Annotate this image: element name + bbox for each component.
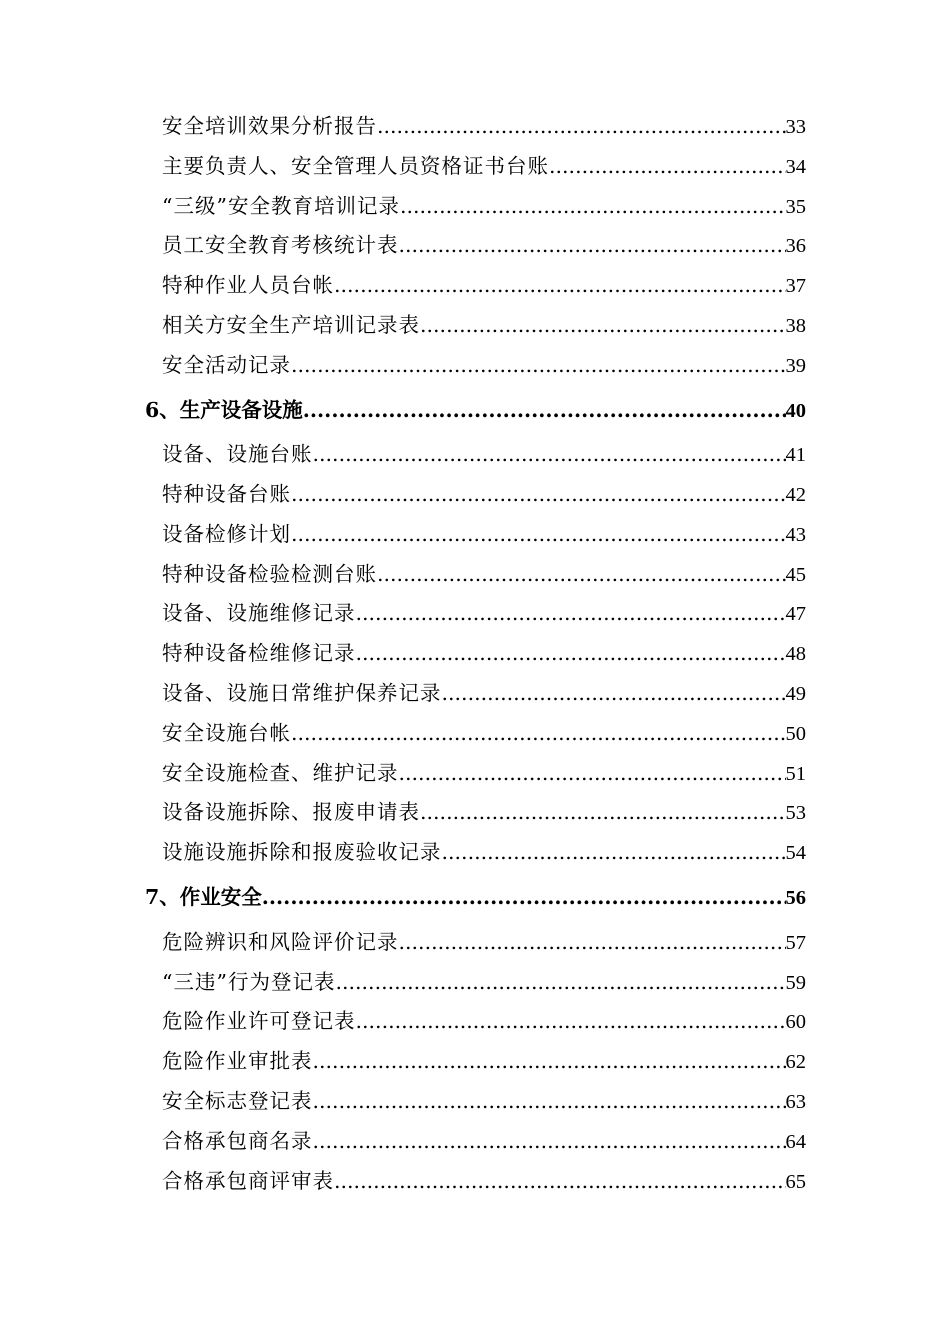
dot-leader bbox=[291, 475, 786, 515]
toc-entry[interactable] bbox=[145, 833, 806, 873]
toc-page-number: 65 bbox=[785, 1170, 806, 1193]
dot-leader bbox=[291, 515, 786, 555]
toc-entry-title: 员工安全教育考核统计表 bbox=[162, 233, 399, 258]
toc-page-number: 59 bbox=[785, 971, 806, 994]
toc-entry[interactable] bbox=[145, 226, 806, 266]
toc-page-number: 40 bbox=[785, 399, 806, 422]
dot-leader bbox=[377, 555, 786, 595]
toc-entry[interactable] bbox=[145, 1162, 806, 1202]
toc-entry[interactable] bbox=[145, 147, 806, 187]
toc-page-number: 36 bbox=[785, 235, 806, 258]
toc-page-number: 64 bbox=[785, 1130, 806, 1153]
toc-entry[interactable] bbox=[145, 435, 806, 475]
toc-entry-title: 特种设备检验检测台账 bbox=[162, 561, 377, 586]
dot-leader bbox=[313, 435, 786, 475]
toc-entry[interactable] bbox=[145, 1122, 806, 1162]
toc-entry-title: 合格承包商名录 bbox=[162, 1128, 313, 1153]
toc-page-number: 48 bbox=[785, 643, 806, 666]
dot-leader bbox=[442, 674, 786, 714]
toc-entry[interactable] bbox=[145, 515, 806, 555]
dot-leader bbox=[313, 1042, 786, 1082]
toc-entry[interactable] bbox=[145, 674, 806, 714]
toc-entry[interactable] bbox=[145, 793, 806, 833]
toc-entry[interactable] bbox=[145, 266, 806, 306]
toc-section-heading[interactable] bbox=[145, 873, 806, 923]
dot-leader bbox=[549, 147, 786, 187]
toc-section-title: 7、作业安全 bbox=[145, 885, 262, 910]
toc-entry[interactable] bbox=[145, 963, 806, 1003]
toc-entry-title: 危险作业审批表 bbox=[162, 1049, 313, 1074]
toc-page-number: 37 bbox=[785, 275, 806, 298]
toc-entry-title: 设备设施拆除、报废申请表 bbox=[162, 800, 420, 825]
toc-entry-title: 设备、设施台账 bbox=[162, 442, 313, 467]
toc-entry[interactable] bbox=[145, 714, 806, 754]
dot-leader bbox=[334, 266, 786, 306]
toc-page-number: 63 bbox=[785, 1090, 806, 1113]
dot-leader bbox=[303, 386, 786, 436]
toc-section-heading[interactable] bbox=[145, 386, 806, 436]
toc-entry-title: 主要负责人、安全管理人员资格证书台账 bbox=[162, 153, 549, 178]
toc-page-number: 39 bbox=[785, 354, 806, 377]
dot-leader bbox=[420, 306, 786, 346]
toc-page-number: 33 bbox=[785, 116, 806, 138]
toc-entry[interactable] bbox=[145, 1042, 806, 1082]
toc-entry-title: 合格承包商评审表 bbox=[162, 1168, 334, 1193]
toc-entry[interactable] bbox=[145, 634, 806, 674]
toc-entry[interactable] bbox=[145, 555, 806, 595]
dot-leader bbox=[262, 873, 786, 923]
toc-entry-title: 设备、设施维修记录 bbox=[162, 601, 356, 626]
dot-leader bbox=[400, 187, 786, 227]
dot-leader bbox=[420, 793, 786, 833]
toc-entry[interactable] bbox=[145, 754, 806, 794]
dot-leader bbox=[335, 963, 785, 1003]
toc-entry[interactable] bbox=[145, 346, 806, 386]
toc-page-number: 42 bbox=[785, 484, 806, 507]
toc-page-number: 47 bbox=[785, 603, 806, 626]
toc-page-number: 45 bbox=[785, 563, 806, 586]
dot-leader bbox=[313, 1122, 786, 1162]
toc-entry-title: “三级”安全教育培训记录 bbox=[162, 193, 400, 218]
dot-leader bbox=[291, 346, 786, 386]
dot-leader bbox=[442, 833, 786, 873]
toc-entry[interactable] bbox=[145, 475, 806, 515]
dot-leader bbox=[377, 107, 786, 147]
toc-entry[interactable] bbox=[145, 187, 806, 227]
toc-entry-title: 设备检修计划 bbox=[162, 521, 291, 546]
dot-leader bbox=[313, 1082, 786, 1122]
toc-entry-title: 安全活动记录 bbox=[162, 352, 291, 377]
dot-leader bbox=[356, 634, 786, 674]
toc-entry-title: 危险辨识和风险评价记录 bbox=[162, 929, 399, 954]
toc-section-title: 6、生产设备设施 bbox=[145, 397, 303, 422]
dot-leader bbox=[399, 754, 786, 794]
toc-page-number: 60 bbox=[785, 1011, 806, 1034]
toc-entry-title: “三违”行为登记表 bbox=[162, 969, 336, 994]
toc-entry[interactable] bbox=[145, 1002, 806, 1042]
toc-page-number: 51 bbox=[785, 762, 806, 785]
dot-leader bbox=[334, 1162, 786, 1202]
toc-entry-title: 特种设备检维修记录 bbox=[162, 641, 356, 666]
toc-entry-title: 特种设备台账 bbox=[162, 482, 291, 507]
toc-page-number: 41 bbox=[785, 444, 806, 467]
toc-page-number: 56 bbox=[785, 887, 806, 910]
toc-page-number: 50 bbox=[785, 722, 806, 745]
dot-leader bbox=[399, 226, 786, 266]
toc-entry-title: 安全标志登记表 bbox=[162, 1088, 313, 1113]
toc-entry[interactable] bbox=[145, 107, 806, 147]
table-of-contents bbox=[145, 107, 806, 1201]
toc-entry-title: 安全设施台帐 bbox=[162, 720, 291, 745]
dot-leader bbox=[399, 923, 786, 963]
toc-entry-title: 相关方安全生产培训记录表 bbox=[162, 312, 420, 337]
toc-page-number: 35 bbox=[785, 195, 806, 218]
toc-entry-title: 设施设施拆除和报废验收记录 bbox=[162, 840, 442, 865]
dot-leader bbox=[291, 714, 786, 754]
toc-entry[interactable] bbox=[145, 923, 806, 963]
toc-entry-title: 危险作业许可登记表 bbox=[162, 1009, 356, 1034]
toc-page-number: 57 bbox=[785, 931, 806, 954]
toc-entry[interactable] bbox=[145, 306, 806, 346]
dot-leader bbox=[356, 594, 786, 634]
toc-entry[interactable] bbox=[145, 1082, 806, 1122]
toc-entry-title: 特种作业人员台帐 bbox=[162, 273, 334, 298]
toc-page-number: 38 bbox=[785, 314, 806, 337]
toc-entry-title: 设备、设施日常维护保养记录 bbox=[162, 681, 442, 706]
toc-entry-title: 安全培训效果分析报告 bbox=[162, 114, 377, 138]
toc-page-number: 49 bbox=[785, 683, 806, 706]
toc-page-number: 43 bbox=[785, 523, 806, 546]
dot-leader bbox=[356, 1002, 786, 1042]
toc-page-number: 34 bbox=[785, 155, 806, 178]
toc-page-number: 54 bbox=[785, 842, 806, 865]
toc-page-number: 62 bbox=[785, 1051, 806, 1074]
toc-page-number: 53 bbox=[785, 802, 806, 825]
toc-entry[interactable] bbox=[145, 594, 806, 634]
toc-entry-title: 安全设施检查、维护记录 bbox=[162, 760, 399, 785]
